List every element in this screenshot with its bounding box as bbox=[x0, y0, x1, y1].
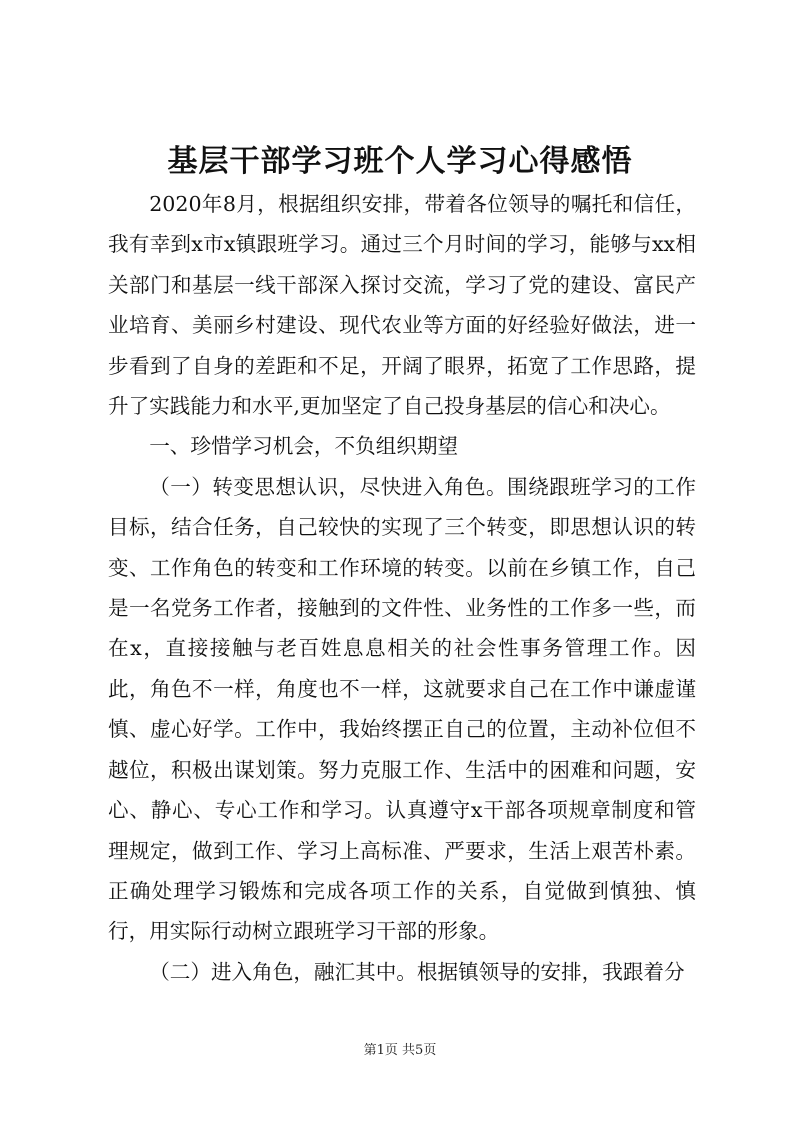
paragraph-subsection-1: （一）转变思想认识，尽快进入角色。围绕跟班学习的工作目标，结合任务，自己较快的实现了三个转变，即思想认识的转变、工作角色的转变和工作环境的转变。以前在乡镇工作，自己是一名党务工作者，接触到的文件性、业务性的工作多一些，而在x，直接接触与老百姓息息相关的社会性事务管理工作。因此，角色不一样，角度也不一样，这就要求自己在工作中谦虚谨慎、虚心好学。工作中，我始终摆正自己的位置，主动补位但不越位，积极出谋划策。努力克服工作、生活中的困难和问题，安心、静心、专心工作和学习。认真遵守x干部各项规章制度和管理规定，做到工作、学习上高标准、严要求，生活上艰苦朴素。正确处理学习锻炼和完成各项工作的关系，自觉做到慎独、慎行，用实际行动树立跟班学习干部的形象。 bbox=[108, 474, 696, 944]
paragraph-intro: 2020年8月，根据组织安排，带着各位领导的嘱托和信任，我有幸到x市x镇跟班学习。通过三个月时间的学习，能够与xx相关部门和基层一线干部深入探讨交流，学习了党的建设、富民产业培育、美丽乡村建设、现代农业等方面的好经验好做法，进一步看到了自身的差距和不足，开阔了眼界，拓宽了工作思路，提升了实践能力和水平,更加坚定了自己投身基层的信心和决心。 bbox=[108, 192, 696, 419]
document-title: 基层干部学习班个人学习心得感悟 bbox=[167, 144, 633, 179]
document-body bbox=[108, 184, 696, 992]
section-heading-1: 一、珍惜学习机会，不负组织期望 bbox=[149, 434, 459, 459]
page-footer: 第1页 共5页 bbox=[363, 1043, 437, 1058]
paragraph-subsection-2: （二）进入角色，融汇其中。根据镇领导的安排，我跟着分 bbox=[149, 959, 685, 984]
